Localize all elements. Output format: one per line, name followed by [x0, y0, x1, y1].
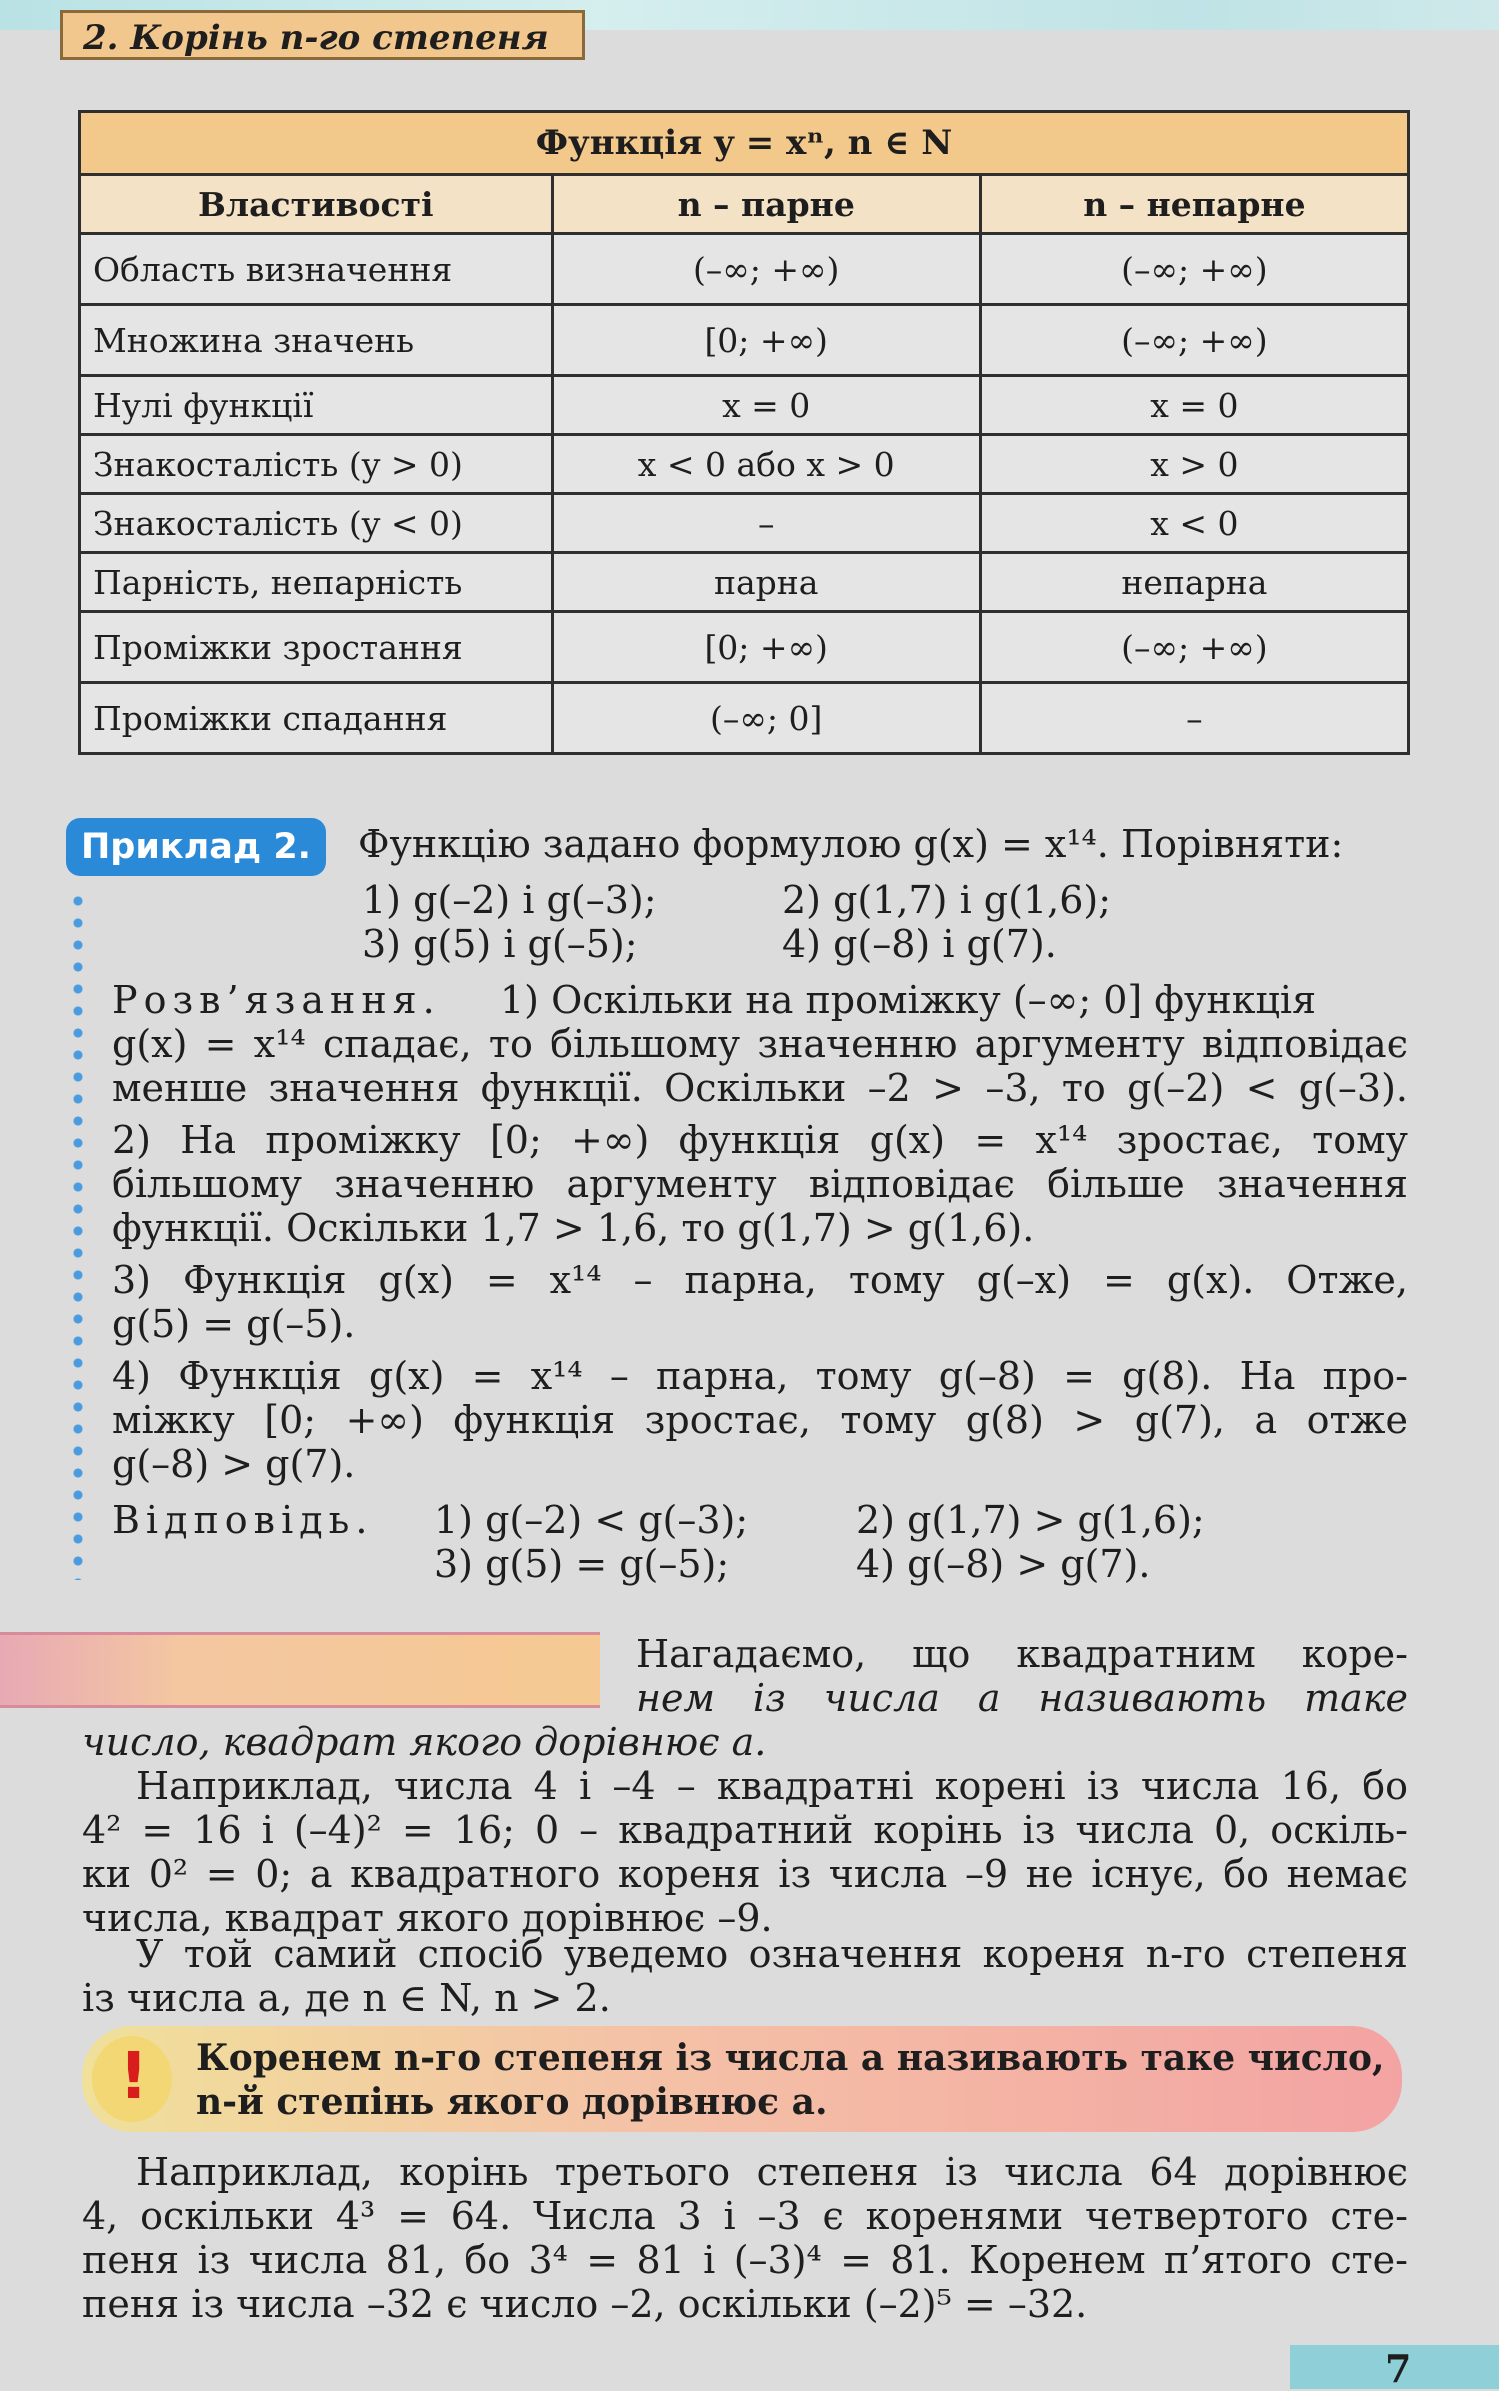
row-odd-value: (–∞; +∞) [980, 305, 1408, 376]
header-properties: Властивості [80, 175, 553, 234]
row-property: Нулі функції [80, 376, 553, 435]
row-property: Знакосталість (y < 0) [80, 494, 553, 553]
table-row [80, 234, 1409, 305]
paragraph-line: У той самий спосіб уведемо означення кореня n-го степеня [136, 1932, 1408, 1976]
answer-item: 1) g(–2) < g(–3); [434, 1498, 749, 1542]
answer-label: Відповідь. [112, 1498, 374, 1542]
definition-text: n-й степінь якого дорівнює a. [196, 2081, 828, 2123]
solution-text: 2) На проміжку [0; +∞) функція g(x) = x¹⁴ зростає, тому [112, 1118, 1408, 1162]
paragraph-line: Нагадаємо, що квадратним коре- [636, 1632, 1408, 1676]
solution-text: 3) Функція g(x) = x¹⁴ – парна, тому g(–x) = g(x). Отже, [112, 1258, 1408, 1302]
paragraph-line: пеня із числа 81, бо 3⁴ = 81 і (–3)⁴ = 81. Коренем п’ятого сте- [82, 2238, 1408, 2282]
table-row [80, 612, 1409, 683]
table-row [80, 553, 1409, 612]
header-odd: n – непарне [980, 175, 1408, 234]
row-even-value: парна [552, 553, 980, 612]
solution-text: менше значення функції. Оскільки –2 > –3, то g(–2) < g(–3). [112, 1066, 1408, 1110]
row-even-value: (–∞; 0] [552, 683, 980, 754]
paragraph-line: пеня із числа –32 є число –2, оскільки (–2)⁵ = –32. [82, 2282, 1088, 2326]
paragraph-line: нем із числа a називають таке [636, 1676, 1408, 1720]
answer-item: 3) g(5) = g(–5); [434, 1542, 730, 1586]
header-even: n – парне [552, 175, 980, 234]
row-odd-value: (–∞; +∞) [980, 612, 1408, 683]
row-even-value: x = 0 [552, 376, 980, 435]
row-odd-value: (–∞; +∞) [980, 234, 1408, 305]
task-item: 1) g(–2) і g(–3); [362, 878, 657, 922]
row-odd-value: непарна [980, 553, 1408, 612]
table-row [80, 494, 1409, 553]
paragraph-line: число, квадрат якого дорівнює a. [82, 1720, 767, 1764]
answer-item: 4) g(–8) > g(7). [856, 1542, 1151, 1586]
row-odd-value: – [980, 683, 1408, 754]
row-property: Проміжки зростання [80, 612, 553, 683]
paragraph-line: 4² = 16 і (–4)² = 16; 0 – квадратний корінь із числа 0, оскіль- [82, 1808, 1408, 1852]
task-item: 3) g(5) і g(–5); [362, 922, 638, 966]
row-even-value: x < 0 або x > 0 [552, 435, 980, 494]
solution-text: g(–8) > g(7). [112, 1442, 356, 1486]
example-badge: Приклад 2. [66, 818, 326, 876]
table-row [80, 683, 1409, 754]
solution-text: 4) Функція g(x) = x¹⁴ – парна, тому g(–8) = g(8). На про- [112, 1354, 1408, 1398]
paragraph-line: ки 0² = 0; а квадратного кореня із числа –9 не існує, бо немає [82, 1852, 1408, 1896]
solution-text: функції. Оскільки 1,7 > 1,6, то g(1,7) > g(1,6). [112, 1206, 1035, 1250]
solution-text: g(5) = g(–5). [112, 1302, 356, 1346]
exclamation-icon: ! [92, 2036, 172, 2122]
paragraph-line: із числа a, де n ∈ N, n > 2. [82, 1976, 611, 2020]
dotted-margin-line [72, 890, 84, 1580]
properties-table [78, 110, 1410, 755]
definition-text: Коренем n-го степеня із числа a називають таке число, [196, 2037, 1385, 2079]
row-property: Проміжки спадання [80, 683, 553, 754]
paragraph-line: Наприклад, корінь третього степеня із числа 64 дорівнює [136, 2150, 1408, 2194]
solution-text: g(x) = x¹⁴ спадає, то більшому значенню аргументу відповідає [112, 1022, 1408, 1066]
paragraph-line: Наприклад, числа 4 і –4 – квадратні корені із числа 16, бо [136, 1764, 1408, 1808]
task-item: 4) g(–8) і g(7). [782, 922, 1057, 966]
row-property: Множина значень [80, 305, 553, 376]
row-odd-value: x < 0 [980, 494, 1408, 553]
table-row [80, 435, 1409, 494]
page-number: 7 [1385, 2346, 1412, 2391]
row-even-value: [0; +∞) [552, 305, 980, 376]
row-even-value: (–∞; +∞) [552, 234, 980, 305]
paragraph-line: числа, квадрат якого дорівнює –9. [82, 1896, 773, 1940]
section-header-band [0, 1632, 600, 1708]
row-even-value: [0; +∞) [552, 612, 980, 683]
answer-item: 2) g(1,7) > g(1,6); [856, 1498, 1205, 1542]
row-odd-value: x = 0 [980, 376, 1408, 435]
example-task: Функцію задано формулою g(x) = x¹⁴. Порівняти: [358, 822, 1344, 866]
row-property: Область визначення [80, 234, 553, 305]
row-odd-value: x > 0 [980, 435, 1408, 494]
row-property: Парність, непарність [80, 553, 553, 612]
table-row [80, 376, 1409, 435]
row-even-value: – [552, 494, 980, 553]
solution-text: більшому значенню аргументу відповідає більше значення [112, 1162, 1408, 1206]
solution-text: 1) Оскільки на проміжку (–∞; 0] функція [500, 978, 1317, 1022]
solution-label: Розв’язання. [112, 978, 441, 1022]
section-title: 2. Корінь n-го степеня [60, 10, 585, 60]
paragraph-line: 4, оскільки 4³ = 64. Числа 3 і –3 є коренями четвертого сте- [82, 2194, 1408, 2238]
solution-text: міжку [0; +∞) функція зростає, тому g(8) > g(7), а отже [112, 1398, 1408, 1442]
table-title: Функція y = xⁿ, n ∈ N [80, 112, 1409, 175]
table-row [80, 305, 1409, 376]
task-item: 2) g(1,7) і g(1,6); [782, 878, 1112, 922]
row-property: Знакосталість (y > 0) [80, 435, 553, 494]
